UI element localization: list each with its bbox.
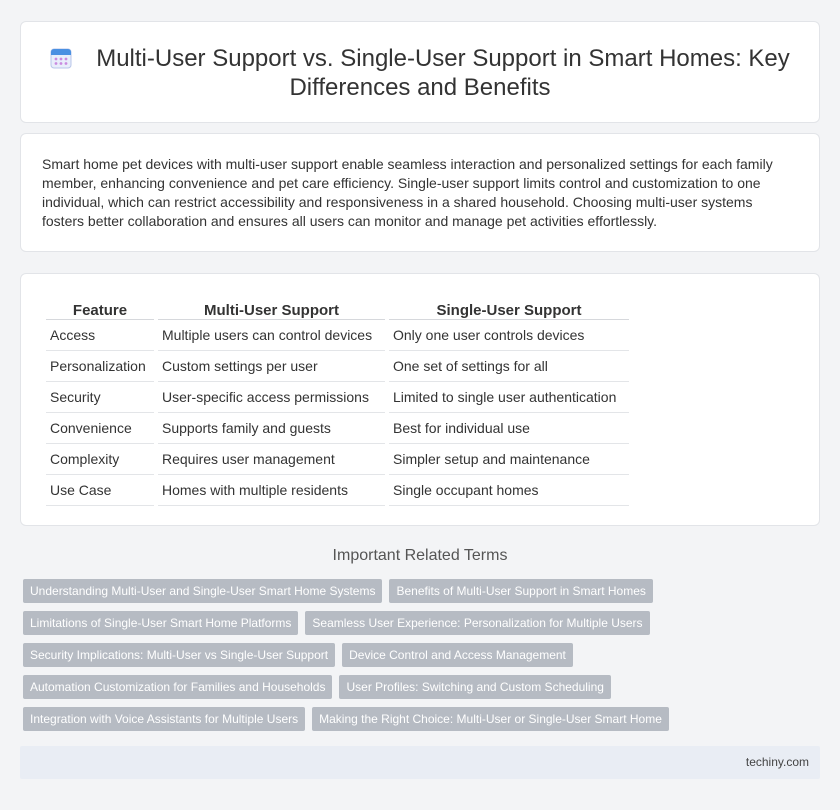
related-term-tag[interactable]: Device Control and Access Management <box>342 643 573 667</box>
table-row <box>46 475 629 506</box>
table-cell: Best for individual use <box>389 413 629 444</box>
column-header-single-user: Single-User Support <box>389 298 629 320</box>
table-cell: Requires user management <box>158 444 385 475</box>
related-term-tag[interactable]: Making the Right Choice: Multi-User or Single-User Smart Home <box>312 707 669 731</box>
table-cell: Supports family and guests <box>158 413 385 444</box>
intro-paragraph: Smart home pet devices with multi-user support enable seamless interaction and personalized settings for each family member, enhancing convenience and pet care efficiency. Single-user support limits control and customization to one individual, which can restrict accessibility and responsiveness in a shared household. Choosing multi-user systems fosters better collaboration and ensures all users can monitor and manage pet activities effortlessly. <box>42 156 773 229</box>
comparison-table <box>42 298 633 506</box>
page-title <box>21 44 819 102</box>
table-row <box>46 320 629 351</box>
table-header-row <box>46 298 629 320</box>
table-row <box>46 351 629 382</box>
table-cell: Homes with multiple residents <box>158 475 385 506</box>
table-row <box>46 413 629 444</box>
tag-row <box>23 579 823 603</box>
related-term-tag[interactable]: Security Implications: Multi-User vs Single-User Support <box>23 643 335 667</box>
table-cell: User-specific access permissions <box>158 382 385 413</box>
table-cell: One set of settings for all <box>389 351 629 382</box>
table-cell: Convenience <box>46 413 154 444</box>
related-term-tag[interactable]: Automation Customization for Families and Households <box>23 675 332 699</box>
related-term-tag[interactable]: Limitations of Single-User Smart Home Platforms <box>23 611 298 635</box>
table-cell: Access <box>46 320 154 351</box>
table-cell: Single occupant homes <box>389 475 629 506</box>
table-cell: Security <box>46 382 154 413</box>
table-cell: Complexity <box>46 444 154 475</box>
column-header-multi-user: Multi-User Support <box>158 298 385 320</box>
table-row <box>46 382 629 413</box>
table-cell: Limited to single user authentication <box>389 382 629 413</box>
related-terms-list <box>23 579 823 739</box>
footer-bar <box>20 746 820 779</box>
related-terms-heading: Important Related Terms <box>332 547 508 564</box>
table-row <box>46 444 629 475</box>
page-title-text: Multi-User Support vs. Single-User Support in Smart Homes: Key Differences and Benefits <box>96 45 790 101</box>
related-term-tag[interactable]: Seamless User Experience: Personalization for Multiple Users <box>305 611 649 635</box>
table-cell: Use Case <box>46 475 154 506</box>
related-term-tag[interactable]: User Profiles: Switching and Custom Scheduling <box>339 675 610 699</box>
footer-site-link[interactable]: techiny.com <box>745 755 809 769</box>
table-cell: Only one user controls devices <box>389 320 629 351</box>
tag-row <box>23 643 823 667</box>
column-header-feature: Feature <box>46 298 154 320</box>
related-term-tag[interactable]: Understanding Multi-User and Single-User Smart Home Systems <box>23 579 382 603</box>
related-term-tag[interactable]: Integration with Voice Assistants for Multiple Users <box>23 707 305 731</box>
calendar-icon <box>50 47 72 69</box>
table-cell: Multiple users can control devices <box>158 320 385 351</box>
intro-card <box>20 133 820 252</box>
comparison-card <box>20 273 820 526</box>
tag-row <box>23 707 823 731</box>
title-card <box>20 21 820 123</box>
related-term-tag[interactable]: Benefits of Multi-User Support in Smart Homes <box>389 579 652 603</box>
table-cell: Personalization <box>46 351 154 382</box>
table-cell: Simpler setup and maintenance <box>389 444 629 475</box>
tag-row <box>23 675 823 699</box>
table-cell: Custom settings per user <box>158 351 385 382</box>
tag-row <box>23 611 823 635</box>
